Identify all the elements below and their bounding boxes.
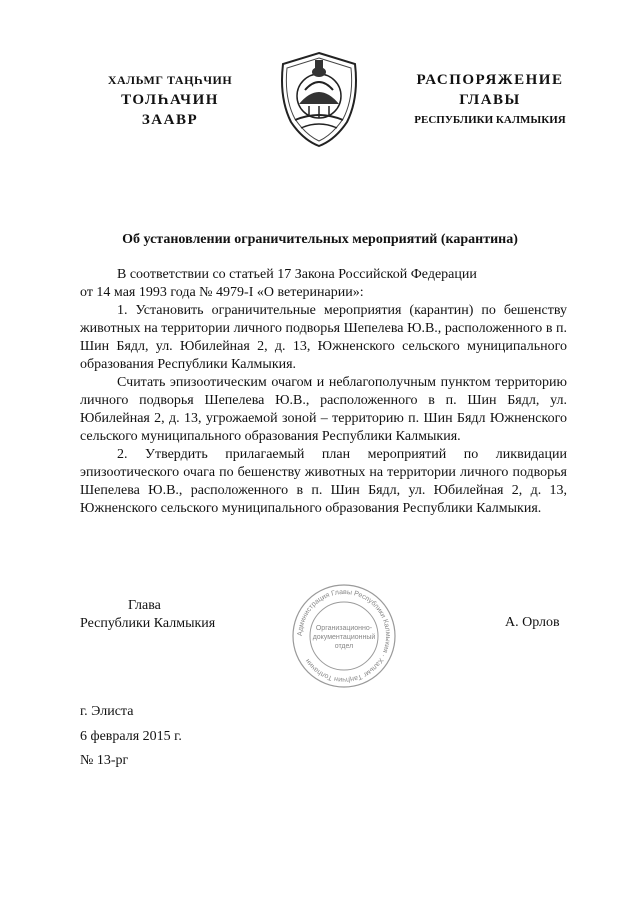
header-kalmyk-line1: ХАЛЬМГ ТАҢҺЧИН <box>107 73 233 87</box>
stamp-outer-text: Администрация Главы Республики Калмыкия · Хальмг Таңһчин Толһачин <box>296 588 392 684</box>
document-title: Об установлении ограничительных мероприятий (карантина) <box>122 232 518 247</box>
paragraph-1: В соответствии со статьей 17 Закона Российской Федерации <box>117 267 477 282</box>
paragraph-5: 2. Утвердить прилагаемый план мероприятий по ликвидации эпизоотического очага по бешенству животных на территории личного подворья Шепелева Ю.В., расположенного в п. Шин Бядл, ул. Юбилейная 2, д. 13, Южненского сельского муниципального образования Республики Калмыкия. <box>80 447 567 516</box>
header-kalmyk-line2: ТОЛҺАЧИН <box>121 92 219 108</box>
signatory-name: А. Орлов <box>505 615 560 630</box>
stamp-inner-line2: документационный <box>312 634 376 641</box>
paragraph-3: 1. Установить ограничительные мероприятия (карантин) по бешенству животных на территории личного подворья Шепелева Ю.В., расположенного в п. Шин Бядл, ул. Юбилейная 2, д. 13, Южненского сельского муниципального образования Республики Калмыкия. <box>80 303 567 372</box>
paragraph-4: Считать эпизоотическим очагом и неблагополучным пунктом территорию личного подворья Шепелева Ю.В., расположенного в п. Шин Бядл, ул. Юбилейная 2, д. 13, угрожаемой зоной – территорию п. Шин Бядл Южненского сельского муниципального образования Республики Калмыкия. <box>80 375 567 444</box>
official-stamp <box>290 582 398 690</box>
footer-date: 6 февраля 2015 г. <box>80 729 182 744</box>
coat-of-arms-emblem-icon <box>275 50 363 148</box>
signature-position <box>80 597 215 633</box>
signature-position-line1: Глава <box>128 598 161 613</box>
footer-city: г. Элиста <box>80 704 134 719</box>
header-russian-line3: РЕСПУБЛИКИ КАЛМЫКИЯ <box>414 114 566 126</box>
header-kalmyk-line3: ЗААВР <box>141 112 199 128</box>
stamp-inner-line3: отдел <box>334 643 354 650</box>
header-russian <box>400 70 580 130</box>
paragraph-2: от 14 мая 1993 года № 4979-I «О ветеринарии»: <box>80 285 364 300</box>
header-russian-line2: ГЛАВЫ <box>459 92 521 108</box>
signature-position-line2: Республики Калмыкия <box>80 616 216 631</box>
stamp-inner-line1: Организационно- <box>315 625 373 632</box>
header-kalmyk <box>100 70 240 130</box>
footer-number: № 13-рг <box>80 753 129 768</box>
document-body <box>80 266 567 518</box>
header-russian-line1: РАСПОРЯЖЕНИЕ <box>416 72 564 88</box>
